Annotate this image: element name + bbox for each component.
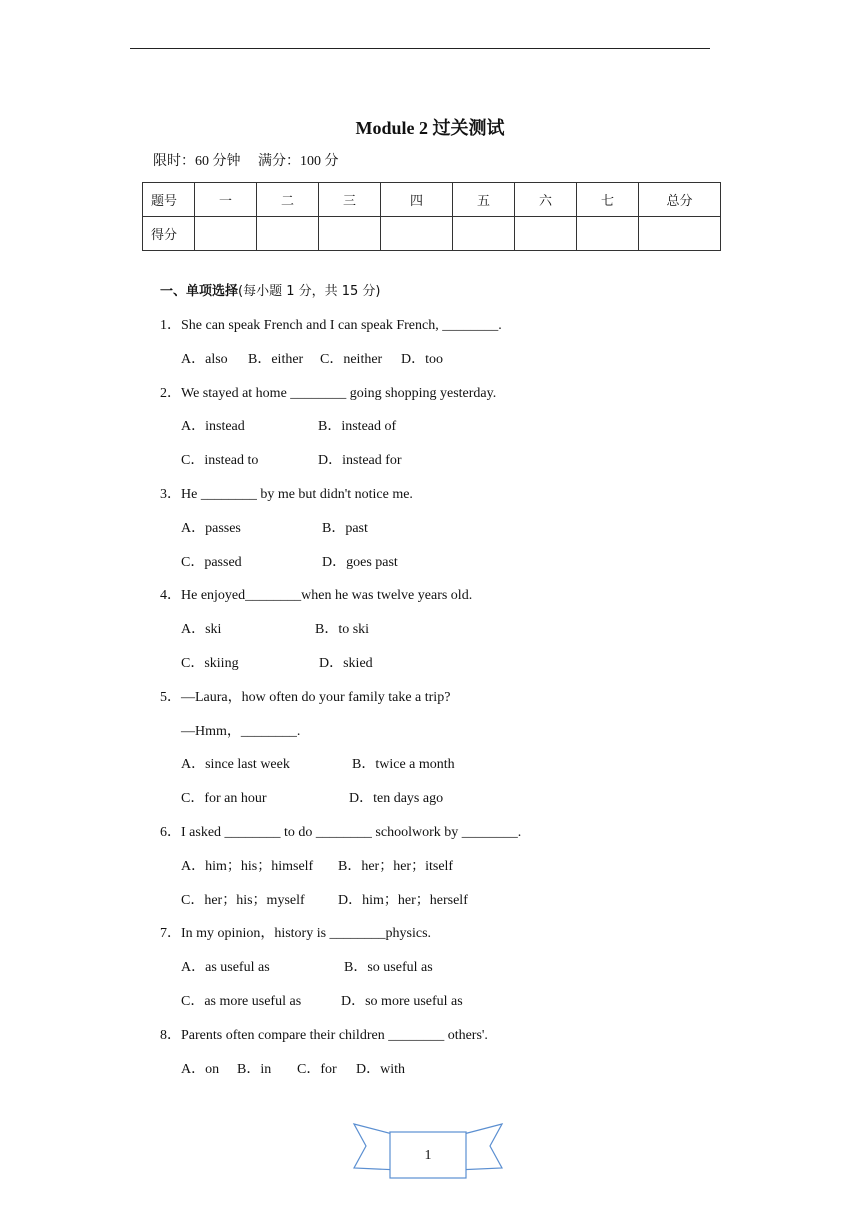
option[interactable]: B．either bbox=[248, 351, 304, 367]
option[interactable]: D．goes past bbox=[322, 554, 398, 570]
column-header: 六 bbox=[515, 183, 577, 217]
option[interactable]: C．for an hour bbox=[181, 791, 267, 807]
options-row bbox=[160, 450, 760, 484]
options-row bbox=[160, 890, 760, 924]
option[interactable]: B．her；her；itself bbox=[338, 858, 454, 874]
options-row bbox=[160, 349, 760, 383]
option[interactable]: A．also bbox=[181, 351, 228, 367]
score-table-score-row bbox=[143, 217, 721, 251]
option[interactable]: C．as more useful as bbox=[181, 993, 302, 1009]
option[interactable]: D．instead for bbox=[318, 453, 402, 469]
column-header: 二 bbox=[257, 183, 319, 217]
options-row bbox=[160, 552, 760, 586]
score-cell[interactable] bbox=[319, 217, 381, 251]
option[interactable]: A．passes bbox=[181, 520, 241, 536]
option[interactable]: D．so more useful as bbox=[341, 993, 463, 1009]
section-title-note: (每小题 1 分，共 15 分) bbox=[238, 284, 381, 299]
option[interactable]: B．so useful as bbox=[344, 960, 433, 976]
option[interactable]: B．past bbox=[322, 520, 368, 536]
question-stem: 7．In my opinion，history is ________physics. bbox=[160, 926, 432, 942]
options-row bbox=[160, 856, 760, 890]
score-cell[interactable] bbox=[257, 217, 319, 251]
options-row bbox=[160, 518, 760, 552]
options-row bbox=[160, 1059, 760, 1093]
option[interactable]: C．instead to bbox=[181, 453, 259, 469]
option[interactable]: A．ski bbox=[181, 622, 222, 638]
score-cell[interactable] bbox=[453, 217, 515, 251]
option[interactable]: C．skiing bbox=[181, 655, 239, 671]
header-rule bbox=[130, 48, 710, 49]
options-row bbox=[160, 416, 760, 450]
question-stem: 2．We stayed at home ________ going shopping yesterday. bbox=[160, 385, 497, 401]
option[interactable]: C．for bbox=[297, 1061, 337, 1077]
score-table-header-row bbox=[143, 183, 721, 217]
column-header: 三 bbox=[319, 183, 381, 217]
score-cell[interactable] bbox=[515, 217, 577, 251]
option[interactable]: A．him；his；himself bbox=[181, 858, 314, 874]
question-stem: 3．He ________ by me but didn't notice me. bbox=[160, 486, 413, 502]
header-label-cell: 题号 bbox=[143, 183, 195, 217]
option[interactable]: B．instead of bbox=[318, 419, 397, 435]
column-header: 总分 bbox=[639, 183, 721, 217]
option[interactable]: A．instead bbox=[181, 419, 245, 435]
options-row bbox=[160, 653, 760, 687]
question-stem: 8．Parents often compare their children ________ others'. bbox=[160, 1027, 488, 1043]
option[interactable]: D．him；her；herself bbox=[338, 892, 468, 908]
option[interactable]: A．as useful as bbox=[181, 960, 270, 976]
option[interactable]: C．passed bbox=[181, 554, 242, 570]
option[interactable]: D．too bbox=[401, 351, 443, 367]
option[interactable]: B．to ski bbox=[315, 622, 370, 638]
question-section bbox=[160, 281, 760, 1092]
options-row bbox=[160, 991, 760, 1025]
question-stem-reply: —Hmm，________. bbox=[181, 723, 301, 739]
option[interactable]: D．skied bbox=[319, 655, 373, 671]
options-row bbox=[160, 619, 760, 653]
score-cell[interactable] bbox=[195, 217, 257, 251]
column-header: 四 bbox=[381, 183, 453, 217]
option[interactable]: D．with bbox=[356, 1061, 405, 1077]
option[interactable]: D．ten days ago bbox=[349, 791, 444, 807]
question-stem: 1．She can speak French and I can speak French, ________. bbox=[160, 318, 502, 333]
page-number: 1 bbox=[424, 1148, 432, 1163]
time-limit: 限时：60 分钟 bbox=[153, 154, 241, 169]
column-header: 五 bbox=[453, 183, 515, 217]
score-cell[interactable] bbox=[639, 217, 721, 251]
question-stem: 4．He enjoyed________when he was twelve years old. bbox=[160, 588, 473, 604]
options-row bbox=[160, 957, 760, 991]
section-title bbox=[160, 281, 760, 315]
option[interactable]: B．twice a month bbox=[352, 757, 455, 773]
column-header: 一 bbox=[195, 183, 257, 217]
options-row bbox=[160, 788, 760, 822]
page-title: Module 2 过关测试 bbox=[355, 118, 505, 138]
full-score: 满分：100 分 bbox=[258, 154, 339, 169]
column-header: 七 bbox=[577, 183, 639, 217]
question-stem: 5．—Laura，how often do your family take a trip? bbox=[160, 689, 451, 705]
score-cell[interactable] bbox=[577, 217, 639, 251]
question-stem: 6．I asked ________ to do ________ schoolwork by ________. bbox=[160, 824, 522, 840]
score-table bbox=[142, 182, 721, 251]
option[interactable]: C．her；his；myself bbox=[181, 892, 305, 908]
option[interactable]: A．since last week bbox=[181, 757, 290, 773]
score-label-cell: 得分 bbox=[143, 217, 195, 251]
option[interactable]: A．on bbox=[181, 1061, 220, 1077]
section-title-bold: 一、单项选择 bbox=[160, 284, 239, 299]
option[interactable]: C．neither bbox=[320, 351, 383, 367]
option[interactable]: B．in bbox=[237, 1061, 272, 1077]
options-row bbox=[160, 754, 760, 788]
time-score-limits bbox=[153, 152, 339, 172]
score-cell[interactable] bbox=[381, 217, 453, 251]
